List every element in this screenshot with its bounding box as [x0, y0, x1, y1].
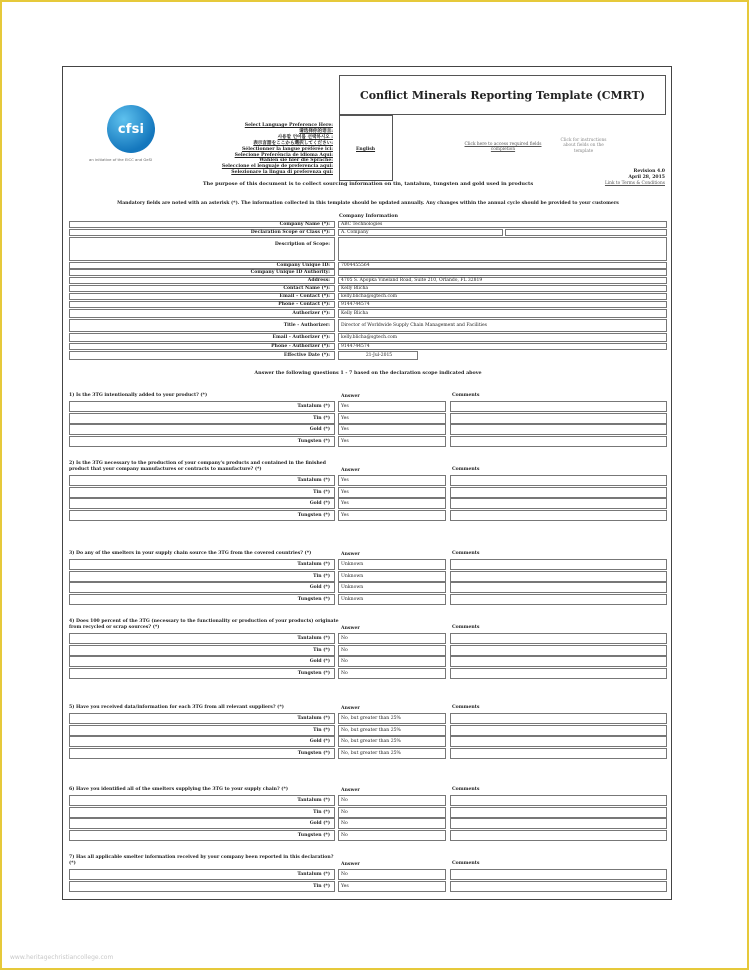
language-prompt: Select Language Preference Here: [244, 123, 333, 128]
mineral-label: Tin (*) [69, 571, 335, 582]
answer-row [69, 424, 667, 435]
company-field-label: Contact Name (*): [69, 285, 335, 292]
answer-dropdown[interactable]: Yes [338, 436, 446, 447]
answer-dropdown[interactable]: No, but greater than 25% [338, 713, 446, 724]
comments-field[interactable] [450, 633, 667, 644]
comments-field[interactable] [450, 830, 667, 841]
comments-field[interactable] [450, 401, 667, 412]
language-option[interactable]: Seleccione el lenguaje de preferencia aqui: [221, 164, 333, 170]
company-field-label: Title - Authorizer: [69, 319, 335, 332]
terms-link[interactable]: Link to Terms & Conditions [604, 181, 665, 186]
answer-row [69, 594, 667, 605]
company-field-label: Company Unique ID: [69, 262, 335, 269]
answer-dropdown[interactable]: Yes [338, 881, 446, 892]
watermark: www.heritagechristiancollege.com [10, 954, 114, 961]
mineral-label: Gold (*) [69, 498, 335, 509]
answer-dropdown[interactable]: Yes [338, 475, 446, 486]
cfsi-logo: cfsi [107, 105, 155, 153]
answer-row [69, 830, 667, 841]
mineral-label: Tungsten (*) [69, 668, 335, 679]
answer-row [69, 736, 667, 747]
answer-row [69, 869, 667, 880]
answer-row [69, 510, 667, 521]
comments-field[interactable] [450, 475, 667, 486]
comments-column-header: Comments [452, 393, 480, 398]
company-field-row [69, 293, 667, 300]
answer-row [69, 713, 667, 724]
answer-row [69, 401, 667, 412]
mineral-label: Tantalum (*) [69, 713, 335, 724]
language-option[interactable]: 请选择你的语言: [299, 128, 333, 134]
company-field-label: Company Name (*): [69, 221, 335, 228]
company-field-label: Phone - Authorizer (*): [69, 343, 335, 350]
comments-field[interactable] [450, 668, 667, 679]
question-text: 6) Have you identified all of the smelters supplying the 3TG to your supply chain? (*) [69, 787, 289, 792]
company-field-value[interactable]: ABC Technologies [338, 221, 667, 228]
company-field-row [69, 301, 667, 308]
company-info-title: Company Information [339, 213, 398, 219]
answer-dropdown[interactable]: No, but greater than 25% [338, 748, 446, 759]
mineral-label: Tin (*) [69, 807, 335, 818]
answer-row [69, 807, 667, 818]
language-option[interactable]: 사용할 언어를 선택하시오 : [277, 134, 333, 140]
revision-label: Revision 4.0 [633, 169, 665, 174]
mineral-label: Gold (*) [69, 736, 335, 747]
company-field-value[interactable]: 9144744574 [338, 301, 667, 308]
answer-row [69, 645, 667, 656]
mineral-label: Tantalum (*) [69, 795, 335, 806]
answer-dropdown[interactable]: No [338, 869, 446, 880]
language-option[interactable]: Wählen sie hier die Sprache: [259, 158, 333, 164]
answer-dropdown[interactable]: Yes [338, 424, 446, 435]
company-field-label: Description of Scope: [69, 237, 335, 261]
company-field-value[interactable]: Kelly Blicha [338, 309, 667, 318]
answer-dropdown[interactable]: Yes [338, 498, 446, 509]
answer-dropdown[interactable]: No [338, 795, 446, 806]
answer-row [69, 582, 667, 593]
answer-row [69, 748, 667, 759]
mineral-label: Tungsten (*) [69, 748, 335, 759]
company-field-label: Authorizer (*): [69, 309, 335, 318]
answer-dropdown[interactable]: No, but greater than 25% [338, 725, 446, 736]
comments-field[interactable] [450, 818, 667, 829]
language-option[interactable]: Sélectionner la langue préférée ici: [241, 146, 333, 152]
comments-field[interactable] [450, 582, 667, 593]
comments-field[interactable] [450, 436, 667, 447]
answer-intro: Answer the following questions 1 - 7 based on the declaration scope indicated above [254, 370, 482, 376]
company-field-label: Address: [69, 277, 335, 284]
language-selected: English [356, 147, 376, 152]
answer-row [69, 436, 667, 447]
answer-row [69, 487, 667, 498]
purpose-statement: The purpose of this document is to collect sourcing information on tin, tantalum, tungsten and gold used in products [202, 181, 534, 187]
answer-column-header: Answer [341, 468, 360, 473]
question-text: 5) Have you received data/information for each 3TG from all relevant suppliers? (*) [69, 705, 284, 710]
scope-extra-cell [505, 229, 667, 236]
answer-row [69, 795, 667, 806]
answer-row [69, 633, 667, 644]
answer-dropdown[interactable]: Yes [338, 487, 446, 498]
answer-column-header: Answer [341, 706, 360, 711]
comments-column-header: Comments [452, 861, 480, 866]
mandatory-note: Mandatory fields are noted with an asterisk (*). The information collected in this template should be updated annually. Any changes within the annual cycle should be provided to your customers [117, 201, 619, 206]
company-field-value[interactable] [338, 237, 667, 261]
answer-row [69, 475, 667, 486]
comments-field[interactable] [450, 510, 667, 521]
answer-dropdown[interactable]: Yes [338, 401, 446, 412]
comments-field[interactable] [450, 571, 667, 582]
answer-dropdown[interactable]: Yes [338, 510, 446, 521]
comments-field[interactable] [450, 559, 667, 570]
comments-field[interactable] [450, 413, 667, 424]
comments-field[interactable] [450, 807, 667, 818]
company-field-value[interactable]: kelly.blicha@sgtech.com [338, 293, 667, 300]
company-field-row [69, 229, 667, 236]
answer-column-header: Answer [341, 788, 360, 793]
logo-subtitle: an initiative of the EICC and GeSI [89, 157, 153, 162]
answer-dropdown[interactable]: Unknown [338, 594, 446, 605]
question-text: 3) Do any of the smelters in your supply chain source the 3TG from the covered countries? (*) [69, 551, 312, 556]
company-field-label: Effective Date (*): [69, 351, 335, 360]
header-left [63, 72, 335, 190]
answer-row [69, 559, 667, 570]
question-text: 7) Has all applicable smelter information received by your company been reported in this declaration? (*) [69, 855, 334, 866]
answer-row [69, 818, 667, 829]
revision-date: April 28, 2015 [628, 175, 665, 180]
company-field-value[interactable]: 7004455564 [338, 262, 667, 269]
company-field-row [69, 285, 667, 292]
comments-column-header: Comments [452, 625, 480, 630]
answer-row [69, 725, 667, 736]
language-option[interactable]: Selezionare la lingua di preferenza qui: [231, 170, 333, 176]
answer-row [69, 413, 667, 424]
mineral-label: Tungsten (*) [69, 510, 335, 521]
comments-field[interactable] [450, 795, 667, 806]
company-field-label: Phone – Contact (*): [69, 301, 335, 308]
company-field-value[interactable]: 21-Jul-2015 [338, 351, 418, 360]
language-option[interactable]: 表示言語をここから選択してください: [253, 140, 333, 146]
comments-field[interactable] [450, 645, 667, 656]
comments-column-header: Comments [452, 551, 480, 556]
mineral-label: Tin (*) [69, 645, 335, 656]
company-field-row [69, 343, 667, 350]
comments-field[interactable] [450, 487, 667, 498]
company-field-row [69, 351, 667, 360]
answer-dropdown[interactable]: No [338, 645, 446, 656]
mineral-label: Tin (*) [69, 487, 335, 498]
company-field-label: Declaration Scope or Class (*): [69, 229, 335, 236]
mineral-label: Tantalum (*) [69, 559, 335, 570]
mineral-label: Tantalum (*) [69, 633, 335, 644]
mineral-label: Gold (*) [69, 424, 335, 435]
question-text: 2) Is the 3TG necessary to the production of your company's products and contained in the finished product that your company manufactures or contracts to manufacture? (*) [69, 461, 326, 472]
instructions-note: Click for instructions about fields on the template [560, 138, 607, 154]
company-field-value[interactable]: Director of Worldwide Supply Chain Management and Facilities [338, 319, 667, 332]
comments-field[interactable] [450, 656, 667, 667]
company-field-row [69, 262, 667, 269]
answer-row [69, 881, 667, 892]
cmrt-sheet [62, 66, 672, 900]
answer-dropdown[interactable]: No, but greater than 25% [338, 736, 446, 747]
answer-dropdown[interactable]: Unknown [338, 559, 446, 570]
company-field-row [69, 309, 667, 318]
answer-dropdown[interactable]: No [338, 656, 446, 667]
company-field-value[interactable]: Kelly Blicha [338, 285, 667, 292]
answer-column-header: Answer [341, 552, 360, 557]
answer-dropdown[interactable]: Unknown [338, 571, 446, 582]
answer-column-header: Answer [341, 394, 360, 399]
company-field-row [69, 237, 667, 261]
comments-field[interactable] [450, 869, 667, 880]
company-field-row [69, 333, 667, 342]
company-field-row [69, 277, 667, 284]
company-field-value[interactable]: 4705 S. Apopka Vineland Road, Suite 210, Orlando, FL 32819 [338, 277, 667, 284]
mineral-label: Gold (*) [69, 582, 335, 593]
language-option[interactable]: Selecione Preferência de idioma Aqui: [234, 152, 333, 158]
mineral-label: Gold (*) [69, 818, 335, 829]
mineral-label: Tantalum (*) [69, 869, 335, 880]
comments-field[interactable] [450, 713, 667, 724]
answer-dropdown[interactable]: No [338, 668, 446, 679]
company-field-value[interactable]: A. Company [338, 229, 503, 236]
company-field-label: Company Unique ID Authority: [69, 269, 335, 276]
answer-row [69, 498, 667, 509]
answer-dropdown[interactable]: No [338, 807, 446, 818]
mineral-label: Tin (*) [69, 413, 335, 424]
question-text: 4) Does 100 percent of the 3TG (necessary to the functionality or production of your products) originate from recycled or scrap sources? (*) [69, 619, 339, 630]
comments-field[interactable] [450, 736, 667, 747]
company-field-label: Email – Contact (*): [69, 293, 335, 300]
mineral-label: Tin (*) [69, 725, 335, 736]
mineral-label: Tungsten (*) [69, 830, 335, 841]
comments-field[interactable] [450, 424, 667, 435]
company-field-row [69, 269, 667, 276]
company-field-row [69, 221, 667, 228]
document-title: Conflict Minerals Reporting Template (CMRT) [339, 75, 666, 115]
company-field-value[interactable]: kelly.blicha@sgtech.com [338, 333, 667, 342]
answer-dropdown[interactable]: Yes [338, 413, 446, 424]
answer-column-header: Answer [341, 626, 360, 631]
answer-row [69, 656, 667, 667]
required-fields-link[interactable]: Click here to access required fields completion [464, 142, 542, 152]
mineral-label: Tin (*) [69, 881, 335, 892]
comments-column-header: Comments [452, 467, 480, 472]
comments-column-header: Comments [452, 705, 480, 710]
question-text: 1) Is the 3TG intentionally added to your product? (*) [69, 393, 208, 398]
mineral-label: Tantalum (*) [69, 475, 335, 486]
answer-column-header: Answer [341, 862, 360, 867]
comments-field[interactable] [450, 594, 667, 605]
comments-column-header: Comments [452, 787, 480, 792]
comments-field[interactable] [450, 881, 667, 892]
language-dropdown[interactable] [339, 115, 393, 181]
answer-dropdown[interactable]: No [338, 830, 446, 841]
language-selector-list [222, 123, 333, 176]
answer-row [69, 571, 667, 582]
comments-field[interactable] [450, 748, 667, 759]
company-field-value[interactable]: 9144744574 [338, 343, 667, 350]
answer-dropdown[interactable]: No [338, 633, 446, 644]
answer-row [69, 668, 667, 679]
company-field-row [69, 319, 667, 332]
company-field-value[interactable] [338, 269, 667, 276]
mineral-label: Tantalum (*) [69, 401, 335, 412]
comments-field[interactable] [450, 725, 667, 736]
mineral-label: Tungsten (*) [69, 436, 335, 447]
company-field-label: Email - Authorizer (*): [69, 333, 335, 342]
comments-field[interactable] [450, 498, 667, 509]
answer-dropdown[interactable]: No [338, 818, 446, 829]
mineral-label: Tungsten (*) [69, 594, 335, 605]
answer-dropdown[interactable]: Unknown [338, 582, 446, 593]
mineral-label: Gold (*) [69, 656, 335, 667]
